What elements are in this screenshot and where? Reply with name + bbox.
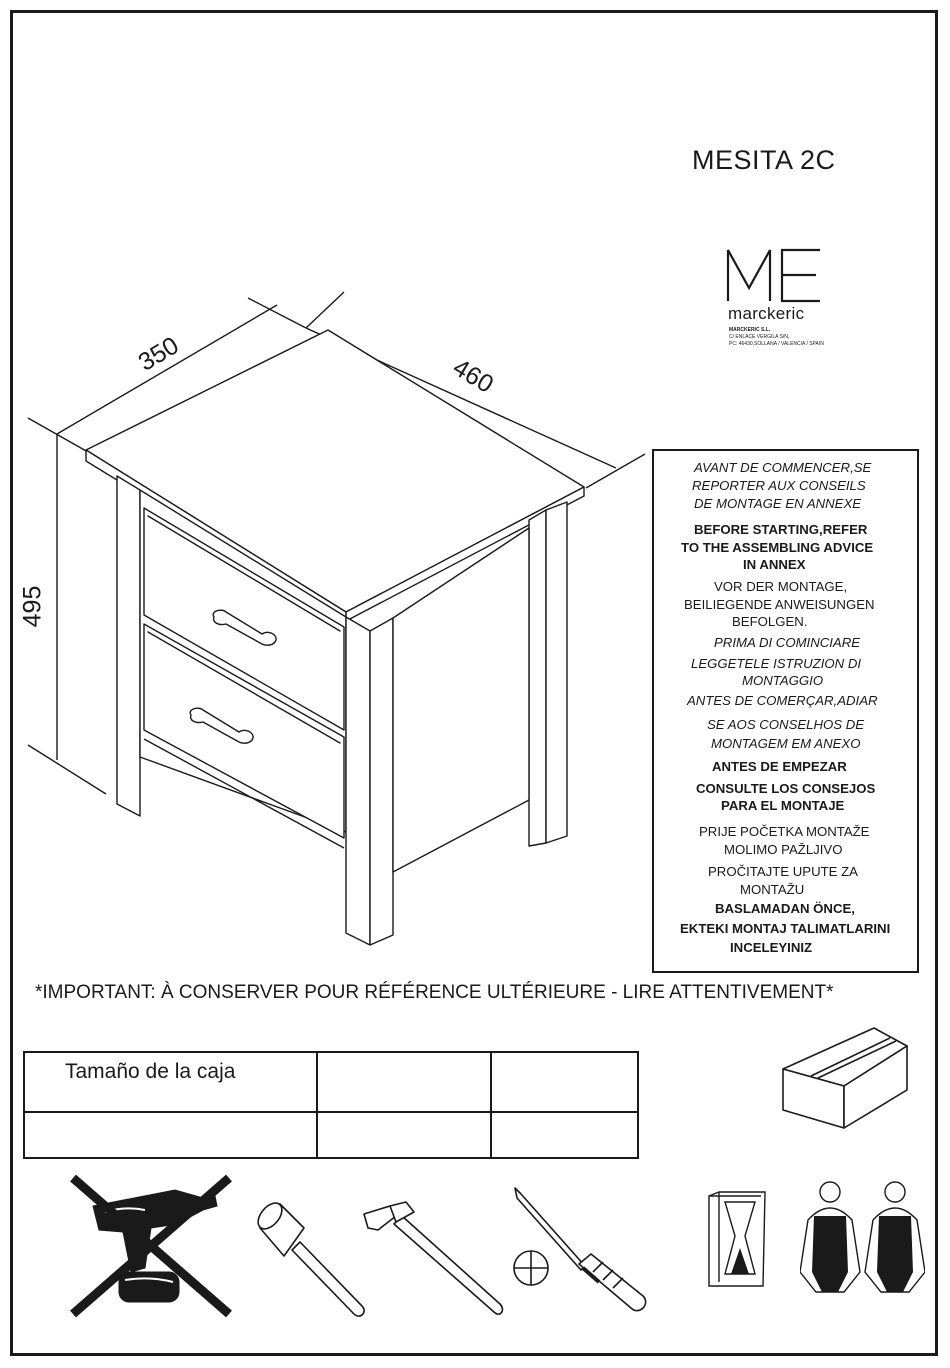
phillips-screwdriver-icon xyxy=(505,1184,655,1324)
notice-line-pt: ANTES DE COMERÇAR,ADIAR xyxy=(687,693,878,708)
notice-line-fr: REPORTER AUX CONSEILS xyxy=(692,478,866,493)
box-size-label: Tamaño de la caja xyxy=(65,1060,236,1083)
notice-line-es: PARA EL MONTAJE xyxy=(721,798,845,813)
notice-line-tr: EKTEKI MONTAJ TALIMATLARINI xyxy=(680,921,891,936)
notice-line-en: TO THE ASSEMBLING ADVICE xyxy=(681,540,874,555)
brand-company: MARCKERIC S.L. xyxy=(729,327,771,333)
assembly-notice-box xyxy=(652,449,919,973)
notice-line-es: ANTES DE EMPEZAR xyxy=(712,759,847,774)
notice-line-hr: PROČITAJTE UPUTE ZA xyxy=(708,864,858,879)
electric-drill-crossed-icon xyxy=(65,1172,235,1322)
box-icon xyxy=(780,1024,910,1134)
brand-address-line: C/ ENLACE VERGILA S/N, xyxy=(729,334,790,340)
mallet-icon xyxy=(250,1198,375,1328)
notice-line-hr: PRIJE POČETKA MONTAŽE xyxy=(699,824,870,839)
notice-line-fr: AVANT DE COMMENCER,SE xyxy=(694,460,872,475)
notice-line-pt: MONTAGEM EM ANEXO xyxy=(711,736,861,751)
notice-line-tr: INCELEYINIZ xyxy=(730,940,813,955)
notice-line-it: PRIMA DI COMINCIARE xyxy=(714,635,861,650)
notice-line-it: MONTAGGIO xyxy=(742,673,824,688)
table-cell xyxy=(491,1052,638,1112)
product-title: MESITA 2C xyxy=(692,145,836,175)
notice-line-de: VOR DER MONTAGE, xyxy=(714,579,848,594)
notice-line-pt: SE AOS CONSELHOS DE xyxy=(707,717,865,732)
box-size-label-cell xyxy=(24,1052,317,1112)
notice-line-hr: MONTAŽU xyxy=(740,882,805,897)
notice-line-fr: DE MONTAGE EN ANNEXE xyxy=(694,496,862,511)
dimension-width: 460 xyxy=(448,353,499,399)
table-cell xyxy=(491,1112,638,1158)
table-cell xyxy=(24,1112,317,1158)
two-persons-icon xyxy=(800,1180,925,1295)
notice-line-en: IN ANNEX xyxy=(743,557,806,572)
notice-line-en: BEFORE STARTING,REFER xyxy=(694,522,868,537)
notice-line-de: BEILIEGENDE ANWEISUNGEN xyxy=(684,597,875,612)
table-cell xyxy=(317,1112,491,1158)
hammer-icon xyxy=(358,1200,508,1325)
table-cell xyxy=(317,1052,491,1112)
notice-line-es: CONSULTE LOS CONSEJOS xyxy=(696,781,876,796)
brand-name: marckeric xyxy=(728,304,805,323)
box-size-table xyxy=(23,1051,639,1159)
notice-line-it: LEGGETELE ISTRUZION DI xyxy=(691,656,862,671)
notice-line-hr: MOLIMO PAŽLJIVO xyxy=(724,842,843,857)
dimension-height: 495 xyxy=(18,585,47,628)
brand-address-line: PC: 46430,SOLLANA / VALENCIA / SPAIN xyxy=(729,341,824,347)
notice-line-de: BEFOLGEN. xyxy=(732,614,808,629)
important-notice: *IMPORTANT: À CONSERVER POUR RÉFÉRENCE ULTÉRIEURE - LIRE ATTENTIVEMENT* xyxy=(35,982,834,1003)
dimension-depth: 350 xyxy=(133,331,184,377)
notice-line-tr: BASLAMADAN ÖNCE, xyxy=(715,901,855,916)
hourglass-icon xyxy=(705,1190,767,1290)
